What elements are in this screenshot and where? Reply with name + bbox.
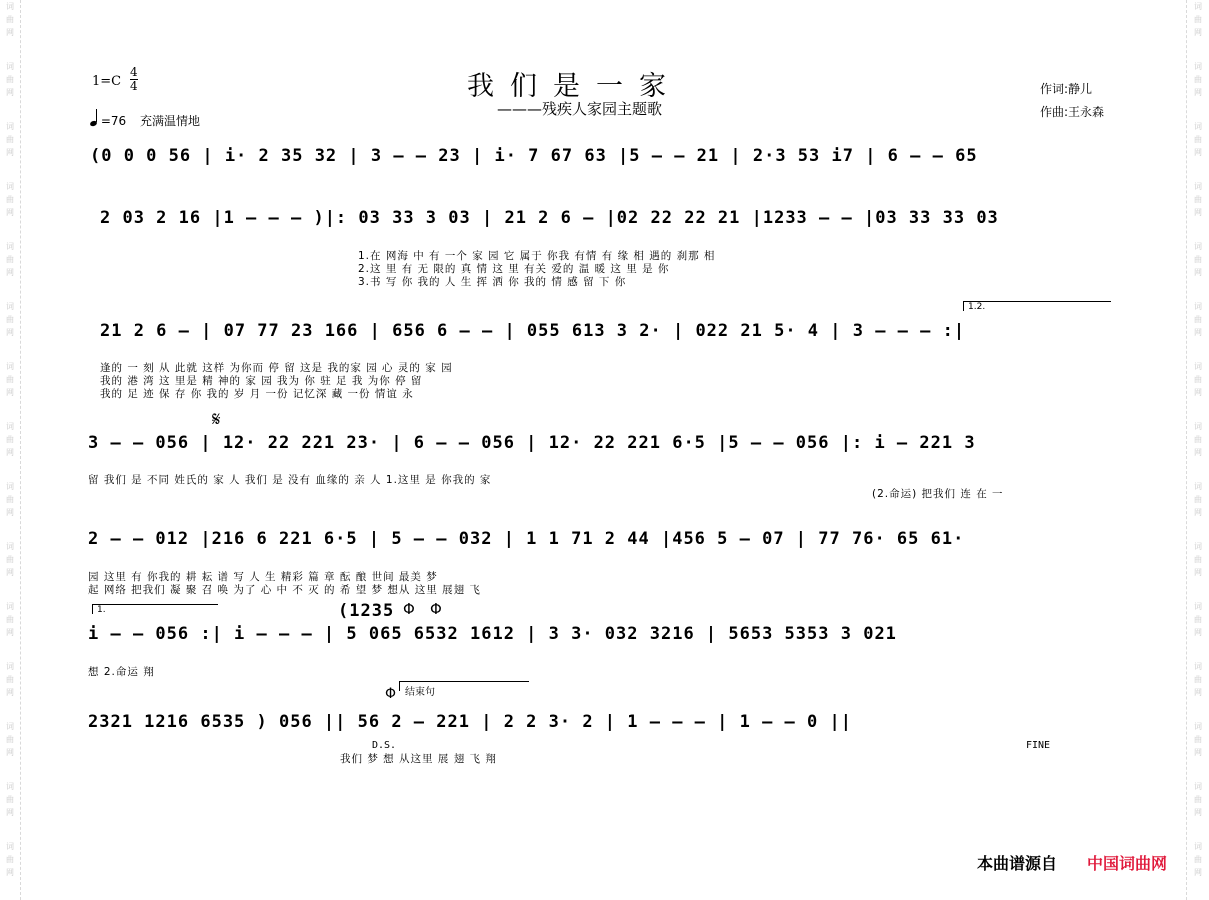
watermark-char-group: 词 曲 网 [6,602,14,637]
coda-icon-3: Φ [385,686,397,702]
score-row-4: 3 – – 056 | 12· 22 221 23· | 6 – – 056 | 12· 22 221 6·5 |5 – – 056 |: i – 221 3 [88,433,976,453]
lyrics-row-6: 想 2.命运 翔 [88,666,155,678]
margin-line-right [1186,0,1187,900]
watermark-char-group: 词 曲 网 [6,362,14,397]
tempo-value: =76 [100,114,127,128]
expression-text: 充满温情地 [139,114,200,128]
watermark-char-group: 词 曲 网 [1194,842,1202,877]
watermark-char-group: 词 曲 网 [6,662,14,697]
coda-phrase-label: 结束句 [405,687,435,698]
watermark-char-group: 词 曲 网 [6,482,14,517]
lyrics-row-3-verse-2: 我的 港 湾 这 里是 精 神的 家 园 我为 你 驻 足 我 为你 停 留 [100,375,423,387]
watermark-char-group: 词 曲 网 [6,842,14,877]
watermark-char-group: 词 曲 网 [1194,722,1202,757]
watermark-char-group: 词 曲 网 [1194,542,1202,577]
score-row-1: (0 0 0 56 | i· 2 35 32 | 3 – – 23 | i· 7 67 63 |5 – – 21 | 2·3 53 i7 | 6 – – 65 [90,146,978,166]
watermark-char-group: 词 曲 网 [1194,62,1202,97]
lyrics-row-3-verse-3: 我的 足 迹 保 存 你 我的 岁 月 一份 记忆深 藏 一份 情谊 永 [100,388,414,400]
score-row-5: 2 – – 012 |216 6 221 6·5 | 5 – – 032 | 1 1 71 2 44 |456 5 – 07 | 77 76· 65 61· [88,529,965,549]
lyrics-row-4-line-1: 留 我们 是 不同 姓氏的 家 人 我们 是 没有 血缘的 亲 人 1.这里 是 你我的 家 [88,474,492,486]
watermark-char-group: 词 曲 网 [1194,362,1202,397]
lyrics-row-7: 我们 梦 想 从这里 展 翅 飞 翔 [340,753,497,765]
watermark-char-group: 词 曲 网 [1194,2,1202,37]
coda-icon: Φ [403,600,415,618]
ending-label-1-2: 1.2. [968,302,986,312]
fine-mark: FINE [1026,740,1051,751]
source-site-link[interactable]: 中国词曲网 [1087,854,1168,873]
lyricist: 作词:静儿 [1040,82,1093,96]
score-row-7: 2321 1216 6535 ) 056 || 56 2 – 221 | 2 2 3· 2 | 1 – – – | 1 – – 0 || [88,712,852,732]
lyrics-row-3-verse-1: 逢的 一 刻 从 此就 这样 为你而 停 留 这是 我的家 园 心 灵的 家 园 [100,362,453,374]
watermark-char-group: 词 曲 网 [1194,242,1202,277]
watermark-char-group: 词 曲 网 [6,722,14,757]
inner-bracket-notes: (1235 [338,601,395,621]
watermark-char-group: 词 曲 网 [1194,182,1202,217]
margin-line-left [20,0,21,900]
coda-icon-2: Φ [430,600,442,618]
lyrics-row-2-verse-2: 2.这 里 有 无 限的 真 情 这 里 有关 爱的 温 暖 这 里 是 你 [358,263,670,275]
watermark-char-group: 词 曲 网 [6,542,14,577]
key-signature: 1=C [92,74,122,89]
score-row-6: i – – 056 :| i – – – | 5 065 6532 1612 | 3 3· 032 3216 | 5653 5353 3 021 [88,624,897,644]
watermark-char-group: 词 曲 网 [1194,782,1202,817]
lyrics-row-2-verse-1: 1.在 网海 中 有 一个 家 园 它 属于 你我 有情 有 缘 相 遇的 刹那 相 [358,250,716,262]
segno-icon: 𝄋 [212,407,221,431]
song-subtitle: ———残疾人家园主题歌 [497,100,663,118]
lyrics-row-5-line-1: 园 这里 有 你我的 耕 耘 谱 写 人 生 精彩 篇 章 酝 酿 世间 最美 梦 [88,571,438,583]
watermark-char-group: 词 曲 网 [1194,602,1202,637]
watermark-char-group: 词 曲 网 [6,302,14,337]
lyrics-row-2-verse-3: 3.书 写 你 我的 人 生 挥 洒 你 我的 情 感 留 下 你 [358,276,627,288]
watermark-char-group: 词 曲 网 [6,422,14,457]
lyrics-row-5-line-2: 起 网络 把我们 凝 聚 召 唤 为了 心 中 不 灭 的 希 望 梦 想从 这里 展翅 飞 [88,584,481,596]
ds-mark: D.S. [372,740,397,751]
score-row-3: 21 2 6 – | 07 77 23 166 | 656 6 – – | 055 613 3 2· | 022 21 5· 4 | 3 – – – :| [100,321,966,341]
quarter-note-icon [90,114,97,128]
watermark-char-group: 词 曲 网 [6,182,14,217]
watermark-right [1190,0,1206,900]
tempo-marking [90,112,200,129]
watermark-left [2,0,18,900]
watermark-char-group: 词 曲 网 [1194,482,1202,517]
ending-bracket-1 [92,604,218,605]
song-title: 我们是一家 [467,71,682,102]
coda-bracket-hook [399,681,400,691]
ending-bracket-1-hook [92,604,93,614]
watermark-char-group: 词 曲 网 [1194,122,1202,157]
watermark-char-group: 词 曲 网 [1194,662,1202,697]
ending-label-1: 1. [97,605,106,615]
watermark-char-group: 词 曲 网 [6,2,14,37]
source-label: 本曲谱源自 [977,854,1058,873]
time-bottom: 4 [130,79,138,93]
watermark-char-group: 词 曲 网 [6,782,14,817]
score-row-2: 2 03 2 16 |1 – – – )|: 03 33 3 03 | 21 2 6 – |02 22 22 21 |1233 – – |03 33 33 03 [100,208,999,228]
watermark-char-group: 词 曲 网 [6,62,14,97]
composer: 作曲:王永森 [1040,105,1105,119]
ending-bracket-1-2 [963,301,1111,302]
watermark-char-group: 词 曲 网 [6,242,14,277]
time-signature [130,66,138,93]
ending-bracket-1-2-hook [963,301,964,311]
watermark-char-group: 词 曲 网 [1194,302,1202,337]
time-top: 4 [130,65,138,79]
watermark-char-group: 词 曲 网 [6,122,14,157]
lyrics-row-4-line-2: (2.命运) 把我们 连 在 一 [872,488,1004,500]
coda-bracket [399,681,529,682]
watermark-char-group: 词 曲 网 [1194,422,1202,457]
